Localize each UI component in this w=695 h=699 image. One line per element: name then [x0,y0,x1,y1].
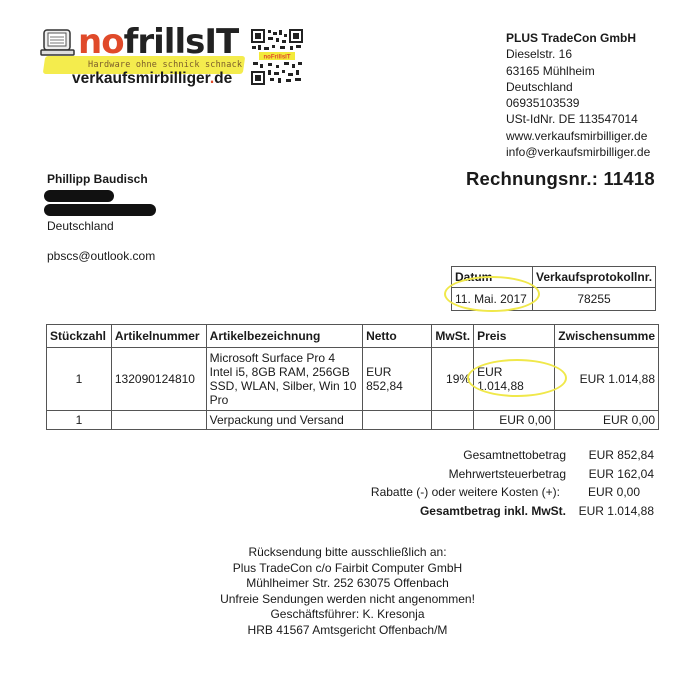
footer-line: Mühlheimer Str. 252 63075 Offenbach [246,576,449,591]
redacted-city [44,204,156,216]
footer-line: Unfreie Sendungen werden nicht angenommen! [220,591,475,606]
logo-website: verkaufsmirbilliger.de [72,70,233,87]
cell-subtotal: EUR 1.014,88 [555,348,659,411]
svg-text:noFrillsIT: noFrillsIT [263,54,291,61]
seller-email: info@verkaufsmirbilliger.de [506,145,651,160]
seller-street: Dieselstr. 16 [506,47,573,62]
company-logo [36,22,246,88]
header-vat: MwSt. [432,325,474,348]
total-row-grand: Gesamtbetrag inkl. MwSt. EUR 1.014,88 [419,503,654,518]
redacted-street [44,190,114,202]
laptop-icon [40,28,76,58]
cell-article-no [111,411,206,430]
highlight-circle-date [444,276,540,312]
total-row-net: Gesamtnettobetrag EUR 852,84 [463,448,654,462]
totals-summary [371,446,654,520]
cell-article-no: 132090124810 [111,348,206,411]
table-header-row [47,325,659,348]
seller-phone: 06935103539 [506,96,580,111]
seller-country: Deutschland [506,79,573,94]
footer-line: Rücksendung bitte ausschließlich an: [248,545,447,559]
cell-qty: 1 [47,411,112,430]
logo-tagline: Hardware ohne schnick schnack [88,60,243,70]
header-article-no: Artikelnummer [111,325,206,348]
items-table [46,324,659,430]
cell-price: EUR 1.014,88 [474,348,555,411]
footer-line: Plus TradeCon c/o Fairbit Computer GmbH [232,560,463,575]
cell-vat: 19% [432,348,474,411]
seller-name: PLUS TradeCon GmbH [506,31,637,45]
cell-net [363,411,432,430]
total-row-discounts: Rabatte (-) oder weitere Kosten (+): EUR 0,00 [370,485,640,499]
cell-subtotal: EUR 0,00 [555,411,659,430]
logo-brand: nofrillsIT [78,22,239,62]
footer-line: HRB 41567 Amtsgericht Offenbach/M [247,622,448,637]
invoice-date: 11. Mai. 2017 [452,288,533,311]
total-row-vat: Mehrwertsteuerbetrag EUR 162,04 [448,466,654,481]
qr-code-icon [250,28,304,86]
protocol-number: 78255 [533,288,656,311]
footer-line: Geschäftsführer: K. Kresonja [270,607,425,622]
header-subtotal: Zwischensumme [555,325,659,348]
buyer-address [47,171,156,234]
cell-description: Microsoft Surface Pro 4 Intel i5, 8GB RAM, 256GB SSD, WLAN, Silber, Win 10 Pro [206,348,362,411]
cell-vat [432,411,474,430]
header-description: Artikelbezeichnung [206,325,362,348]
cell-description: Verpackung und Versand [206,411,362,430]
seller-vat-id: USt-IdNr. DE 113547014 [506,112,638,127]
invoice-number: Rechnungsnr.: 11418 [466,168,655,189]
cell-price: EUR 0,00 [474,411,555,430]
cell-qty: 1 [47,348,112,411]
invoice-footer [0,545,695,639]
header-qty: Stückzahl [47,325,112,348]
buyer-email: pbscs@outlook.com [47,249,156,263]
seller-city: 63165 Mühlheim [506,63,595,78]
seller-website: www.verkaufsmirbilliger.de [506,128,648,143]
header-net: Netto [363,325,432,348]
table-row [47,411,659,430]
buyer-country: Deutschland [47,218,114,233]
header-price: Preis [474,325,555,348]
buyer-name: Phillipp Baudisch [47,172,148,186]
cell-net: EUR 852,84 [363,348,432,411]
header-protocol-no: Verkaufsprotokollnr. [533,267,656,288]
seller-address [506,30,650,160]
highlight-circle-price [467,359,567,397]
header-date: Datum [452,267,533,288]
